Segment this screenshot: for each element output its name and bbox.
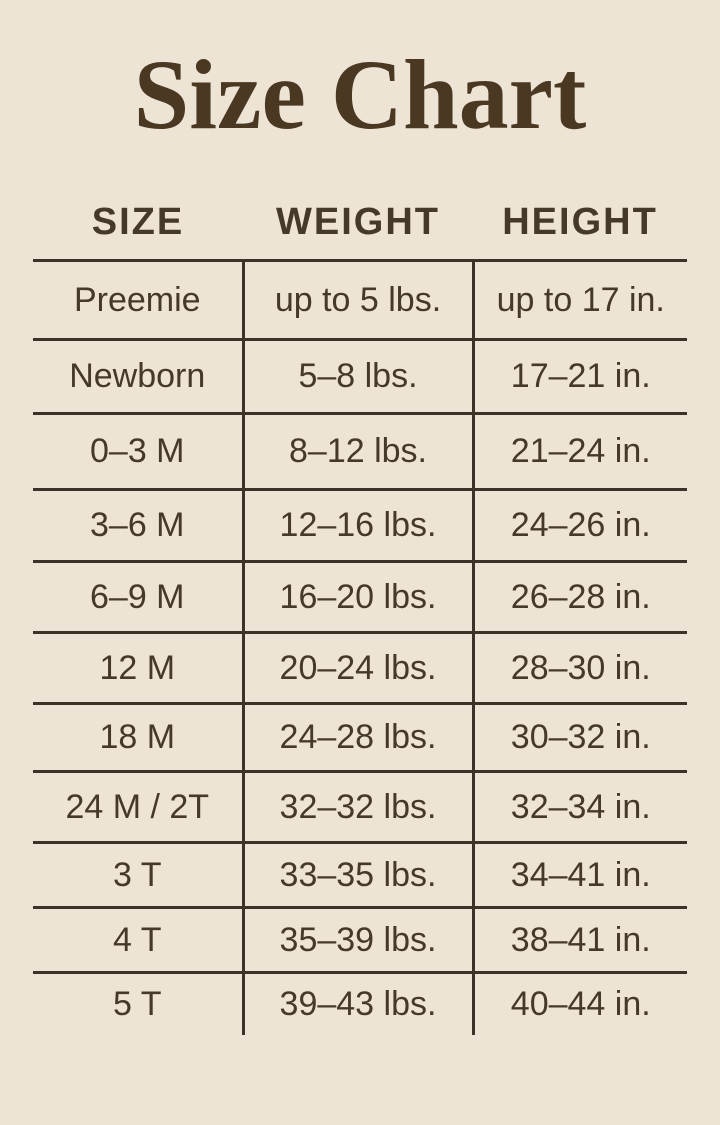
size-cell: 0–3 M [90, 432, 185, 470]
size-cell: 3 T [112, 855, 162, 894]
table-row [33, 490, 687, 562]
size-cell: 5 T [112, 984, 162, 1023]
header-size: SIZE [91, 200, 185, 243]
size-cell: Preemie [73, 280, 201, 319]
weight-cell: 5–8 lbs. [243, 340, 473, 414]
table-row [33, 772, 687, 843]
height-cell: up to 17 in. [496, 280, 665, 319]
table-row [33, 562, 687, 633]
height-cell: 17–21 in. [510, 357, 651, 395]
height-cell: 28–30 in. [510, 648, 651, 687]
table-row [33, 340, 687, 414]
weight-cell: 24–28 lbs. [243, 704, 473, 772]
height-cell: 21–24 in. [510, 432, 651, 470]
page-title: Size Chart [133, 39, 587, 150]
weight-cell: 33–35 lbs. [243, 843, 473, 908]
size-chart-page [0, 39, 720, 1125]
table-row [33, 633, 687, 704]
table-row [33, 908, 687, 973]
size-cell: 4 T [112, 920, 162, 959]
size-cell: Newborn [69, 357, 206, 395]
weight-cell: up to 5 lbs. [243, 261, 473, 340]
weight-cell: 35–39 lbs. [243, 908, 473, 973]
size-cell: 3–6 M [90, 506, 185, 544]
height-cell: 40–44 in. [510, 984, 651, 1023]
weight-cell: 12–16 lbs. [243, 490, 473, 562]
header-row [33, 185, 687, 261]
weight-cell: 8–12 lbs. [243, 414, 473, 490]
size-cell: 12 M [99, 648, 176, 687]
weight-cell: 16–20 lbs. [243, 562, 473, 633]
size-table [33, 185, 687, 1035]
weight-cell: 20–24 lbs. [243, 633, 473, 704]
table-row [33, 261, 687, 340]
height-cell: 26–28 in. [510, 577, 651, 616]
height-cell: 32–34 in. [510, 787, 651, 826]
table-row [33, 704, 687, 772]
header-height: HEIGHT [502, 200, 658, 243]
height-cell: 24–26 in. [510, 506, 651, 544]
table-row [33, 973, 687, 1035]
table-row [33, 414, 687, 490]
size-cell: 24 M / 2T [65, 787, 210, 826]
size-cell: 6–9 M [90, 577, 185, 616]
weight-cell: 39–43 lbs. [243, 973, 473, 1035]
size-cell: 18 M [99, 718, 176, 756]
weight-cell: 32–32 lbs. [243, 772, 473, 843]
table-row [33, 843, 687, 908]
height-cell: 38–41 in. [510, 920, 651, 959]
height-cell: 30–32 in. [510, 718, 651, 756]
header-weight: WEIGHT [276, 200, 440, 243]
height-cell: 34–41 in. [510, 855, 651, 894]
